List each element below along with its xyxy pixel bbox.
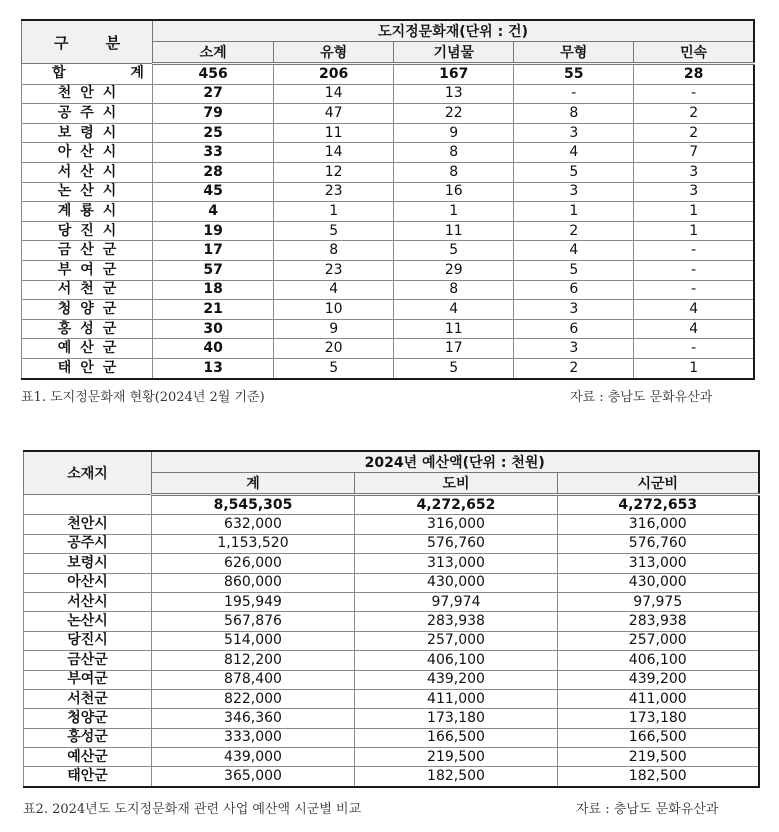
table1-cell: - <box>634 241 754 261</box>
table1-row <box>22 241 755 261</box>
table1-total-cell: 456 <box>153 64 274 85</box>
table1-cell: 2 <box>514 221 634 241</box>
heritage-status-table <box>21 19 755 380</box>
table2-total-cell: 4,272,653 <box>558 495 759 515</box>
table1-region-name: 아산시 <box>22 143 153 163</box>
table1-cell: 8 <box>394 280 514 300</box>
table1-region-name: 홍성군 <box>22 319 153 339</box>
table1-cell: - <box>634 280 754 300</box>
table1-cell: 17 <box>153 241 274 261</box>
table2-corner-header: 소재지 <box>24 451 152 495</box>
table2-cell: 411,000 <box>558 689 759 708</box>
table1-total-cell: 206 <box>274 64 394 85</box>
table2-total-cell: 8,545,305 <box>152 495 355 515</box>
table1-total-label: 합 계 <box>22 64 153 85</box>
table2-cell: 182,500 <box>355 767 558 787</box>
table2-cell: 430,000 <box>558 573 759 592</box>
table1-region-name: 당진시 <box>22 221 153 241</box>
table1-cell: 5 <box>274 358 394 378</box>
table1-cell: 1 <box>634 358 754 378</box>
table2-row <box>24 534 759 553</box>
table1-col-intangible: 무형 <box>514 42 634 64</box>
table2-cell: 97,975 <box>558 592 759 611</box>
table2-header-row-1 <box>24 451 759 473</box>
table1-cell: 13 <box>394 84 514 104</box>
table1-cell: 6 <box>514 280 634 300</box>
table2-cell: 626,000 <box>152 554 355 573</box>
table1-cell: 7 <box>634 143 754 163</box>
table1-cell: 17 <box>394 339 514 359</box>
table2-cell: 567,876 <box>152 612 355 631</box>
table2-cell: 166,500 <box>558 728 759 747</box>
table2-cell: 182,500 <box>558 767 759 787</box>
table2-region-name: 서천군 <box>24 689 152 708</box>
table1-cell: 3 <box>514 339 634 359</box>
table2-row <box>24 728 759 747</box>
table2-row <box>24 670 759 689</box>
table1-group-header: 도지정문화재(단위 : 건) <box>153 20 754 42</box>
table2-region-name: 논산시 <box>24 612 152 631</box>
table2-cell: 878,400 <box>152 670 355 689</box>
table1-total-cell: 167 <box>394 64 514 85</box>
table1-cell: 2 <box>634 123 754 143</box>
table1-row <box>22 123 755 143</box>
table1-row <box>22 202 755 222</box>
table1-cell: 2 <box>514 358 634 378</box>
table2-cell: 97,974 <box>355 592 558 611</box>
table1-cell: 3 <box>514 123 634 143</box>
table2-col-total: 계 <box>152 473 355 495</box>
table2-region-name: 금산군 <box>24 651 152 670</box>
table2-col-municipal: 시군비 <box>558 473 759 495</box>
table1-region-name: 보령시 <box>22 123 153 143</box>
table2-cell: 1,153,520 <box>152 534 355 553</box>
table2-row <box>24 709 759 728</box>
table2-group-header: 2024년 예산액(단위 : 천원) <box>152 451 759 473</box>
table2-cell: 283,938 <box>355 612 558 631</box>
table2-row <box>24 515 759 534</box>
table2-cell: 406,100 <box>355 651 558 670</box>
table2-region-name: 천안시 <box>24 515 152 534</box>
table1-cell: 3 <box>514 300 634 320</box>
table2-cell: 860,000 <box>152 573 355 592</box>
table1-cell: 45 <box>153 182 274 202</box>
table2-cell: 812,200 <box>152 651 355 670</box>
table1-region-name: 청양군 <box>22 300 153 320</box>
table2-cell: 439,200 <box>355 670 558 689</box>
table2-cell: 365,000 <box>152 767 355 787</box>
table1-row <box>22 358 755 378</box>
table1-col-folklore: 민속 <box>634 42 754 64</box>
table1-cell: 5 <box>394 241 514 261</box>
table1-cell: 28 <box>153 162 274 182</box>
table2-cell: 333,000 <box>152 728 355 747</box>
table2-cell: 313,000 <box>558 554 759 573</box>
budget-table <box>23 450 760 788</box>
table1-row <box>22 182 755 202</box>
table1-cell: 8 <box>274 241 394 261</box>
table2-cell: 632,000 <box>152 515 355 534</box>
table1-region-name: 공주시 <box>22 104 153 124</box>
table2-cell: 257,000 <box>558 631 759 650</box>
table1-cell: 79 <box>153 104 274 124</box>
table2-cell: 514,000 <box>152 631 355 650</box>
table2-region-name: 보령시 <box>24 554 152 573</box>
table1-region-name: 금산군 <box>22 241 153 261</box>
table1-region-name: 논산시 <box>22 182 153 202</box>
table2-region-name: 홍성군 <box>24 728 152 747</box>
table1-cell: 2 <box>634 104 754 124</box>
table1-cell: 3 <box>634 182 754 202</box>
table1-cell: 5 <box>394 358 514 378</box>
table2-row <box>24 689 759 708</box>
table1-cell: 3 <box>514 182 634 202</box>
table1-cell: 47 <box>274 104 394 124</box>
table1-cell: 18 <box>153 280 274 300</box>
table1-cell: 1 <box>394 202 514 222</box>
table1-cell: 8 <box>394 162 514 182</box>
table1-cell: 5 <box>274 221 394 241</box>
table1-row <box>22 104 755 124</box>
table2-col-provincial: 도비 <box>355 473 558 495</box>
table2-cell: 576,760 <box>558 534 759 553</box>
table2-cell: 173,180 <box>558 709 759 728</box>
table1-cell: 3 <box>634 162 754 182</box>
table2-caption: 표2. 2024년도 도지정문화재 관련 사업 예산액 시군별 비교 <box>23 802 362 817</box>
table1-row <box>22 319 755 339</box>
table1-cell: 1 <box>514 202 634 222</box>
table1-cell: 14 <box>274 143 394 163</box>
table1-cell: 22 <box>394 104 514 124</box>
table2-region-name: 서산시 <box>24 592 152 611</box>
table1-cell: 13 <box>153 358 274 378</box>
table2-row <box>24 651 759 670</box>
table2-region-name: 태안군 <box>24 767 152 787</box>
table2-cell: 219,500 <box>355 748 558 767</box>
table1-cell: 23 <box>274 182 394 202</box>
table2-region-name: 예산군 <box>24 748 152 767</box>
table1-row <box>22 339 755 359</box>
table2-cell: 439,000 <box>152 748 355 767</box>
table1-cell: 23 <box>274 260 394 280</box>
table1-cell: 11 <box>394 221 514 241</box>
table1-region-name: 태안군 <box>22 358 153 378</box>
table2-region-name: 청양군 <box>24 709 152 728</box>
table2-cell: 822,000 <box>152 689 355 708</box>
table2-cell: 257,000 <box>355 631 558 650</box>
table1-cell: 25 <box>153 123 274 143</box>
table1-cell: 4 <box>634 319 754 339</box>
table2-row <box>24 573 759 592</box>
table1-cell: 33 <box>153 143 274 163</box>
table1-row <box>22 143 755 163</box>
table2-cell: 576,760 <box>355 534 558 553</box>
table1-cell: 4 <box>394 300 514 320</box>
table1-region-name: 서천군 <box>22 280 153 300</box>
table1-row <box>22 162 755 182</box>
table2-cell: 195,949 <box>152 592 355 611</box>
table1-source: 자료 : 충남도 문화유산과 <box>570 390 713 405</box>
table1-total-cell: 55 <box>514 64 634 85</box>
table1-region-name: 예산군 <box>22 339 153 359</box>
table1-col-subtotal: 소계 <box>153 42 274 64</box>
table2-source: 자료 : 충남도 문화유산과 <box>576 802 719 817</box>
table1-cell: 9 <box>274 319 394 339</box>
table1-cell: 4 <box>274 280 394 300</box>
table1-cell: 29 <box>394 260 514 280</box>
table1-cell: 12 <box>274 162 394 182</box>
table1-cell: - <box>634 260 754 280</box>
table1-region-name: 서산시 <box>22 162 153 182</box>
table2-cell: 283,938 <box>558 612 759 631</box>
table1-corner-header: 구 분 <box>22 20 153 64</box>
table2-cell: 411,000 <box>355 689 558 708</box>
table2-total-label <box>24 495 152 515</box>
table1-cell: - <box>514 84 634 104</box>
table2-region-name: 공주시 <box>24 534 152 553</box>
table2-row <box>24 554 759 573</box>
table1-cell: 8 <box>514 104 634 124</box>
table1-cell: 1 <box>634 221 754 241</box>
table1-col-tangible: 유형 <box>274 42 394 64</box>
table1-cell: 11 <box>394 319 514 339</box>
table1-cell: 5 <box>514 162 634 182</box>
table1-cell: 20 <box>274 339 394 359</box>
table1-cell: - <box>634 339 754 359</box>
table1-caption: 표1. 도지정문화재 현황(2024년 2월 기준) <box>21 390 265 405</box>
table1-cell: 8 <box>394 143 514 163</box>
table1-cell: 19 <box>153 221 274 241</box>
table1-row <box>22 260 755 280</box>
table2-cell: 219,500 <box>558 748 759 767</box>
table1-region-name: 천안시 <box>22 84 153 104</box>
table1-cell: 30 <box>153 319 274 339</box>
table1-cell: 27 <box>153 84 274 104</box>
table1-col-monument: 기념물 <box>394 42 514 64</box>
table1-cell: 4 <box>514 241 634 261</box>
table2-row <box>24 767 759 787</box>
table1-cell: 21 <box>153 300 274 320</box>
table1-row <box>22 300 755 320</box>
table1-cell: 1 <box>634 202 754 222</box>
table1-cell: 57 <box>153 260 274 280</box>
table2-row <box>24 748 759 767</box>
table1-cell: 11 <box>274 123 394 143</box>
table1-row <box>22 84 755 104</box>
table1-cell: 5 <box>514 260 634 280</box>
table1-cell: 10 <box>274 300 394 320</box>
table1-cell: 4 <box>514 143 634 163</box>
table1-total-row <box>22 64 755 85</box>
table2-cell: 316,000 <box>558 515 759 534</box>
table2-cell: 439,200 <box>558 670 759 689</box>
table1-cell: 4 <box>153 202 274 222</box>
table1-total-cell: 28 <box>634 64 754 85</box>
table2-cell: 316,000 <box>355 515 558 534</box>
table1-cell: - <box>634 84 754 104</box>
table1-cell: 16 <box>394 182 514 202</box>
table2-cell: 430,000 <box>355 573 558 592</box>
table2-cell: 166,500 <box>355 728 558 747</box>
table2-region-name: 부여군 <box>24 670 152 689</box>
table1-cell: 40 <box>153 339 274 359</box>
table1-cell: 6 <box>514 319 634 339</box>
table2-total-cell: 4,272,652 <box>355 495 558 515</box>
table1-header-row-1 <box>22 20 755 42</box>
table2-cell: 313,000 <box>355 554 558 573</box>
table1-cell: 1 <box>274 202 394 222</box>
table2-row <box>24 592 759 611</box>
table1-region-name: 계룡시 <box>22 202 153 222</box>
table2-region-name: 당진시 <box>24 631 152 650</box>
table1-cell: 9 <box>394 123 514 143</box>
table2-region-name: 아산시 <box>24 573 152 592</box>
table1-row <box>22 280 755 300</box>
table2-cell: 346,360 <box>152 709 355 728</box>
table1-cell: 4 <box>634 300 754 320</box>
table1-cell: 14 <box>274 84 394 104</box>
table2-cell: 173,180 <box>355 709 558 728</box>
table1-row <box>22 221 755 241</box>
table2-cell: 406,100 <box>558 651 759 670</box>
table2-total-row <box>24 495 759 515</box>
table1-region-name: 부여군 <box>22 260 153 280</box>
table2-row <box>24 631 759 650</box>
table2-row <box>24 612 759 631</box>
